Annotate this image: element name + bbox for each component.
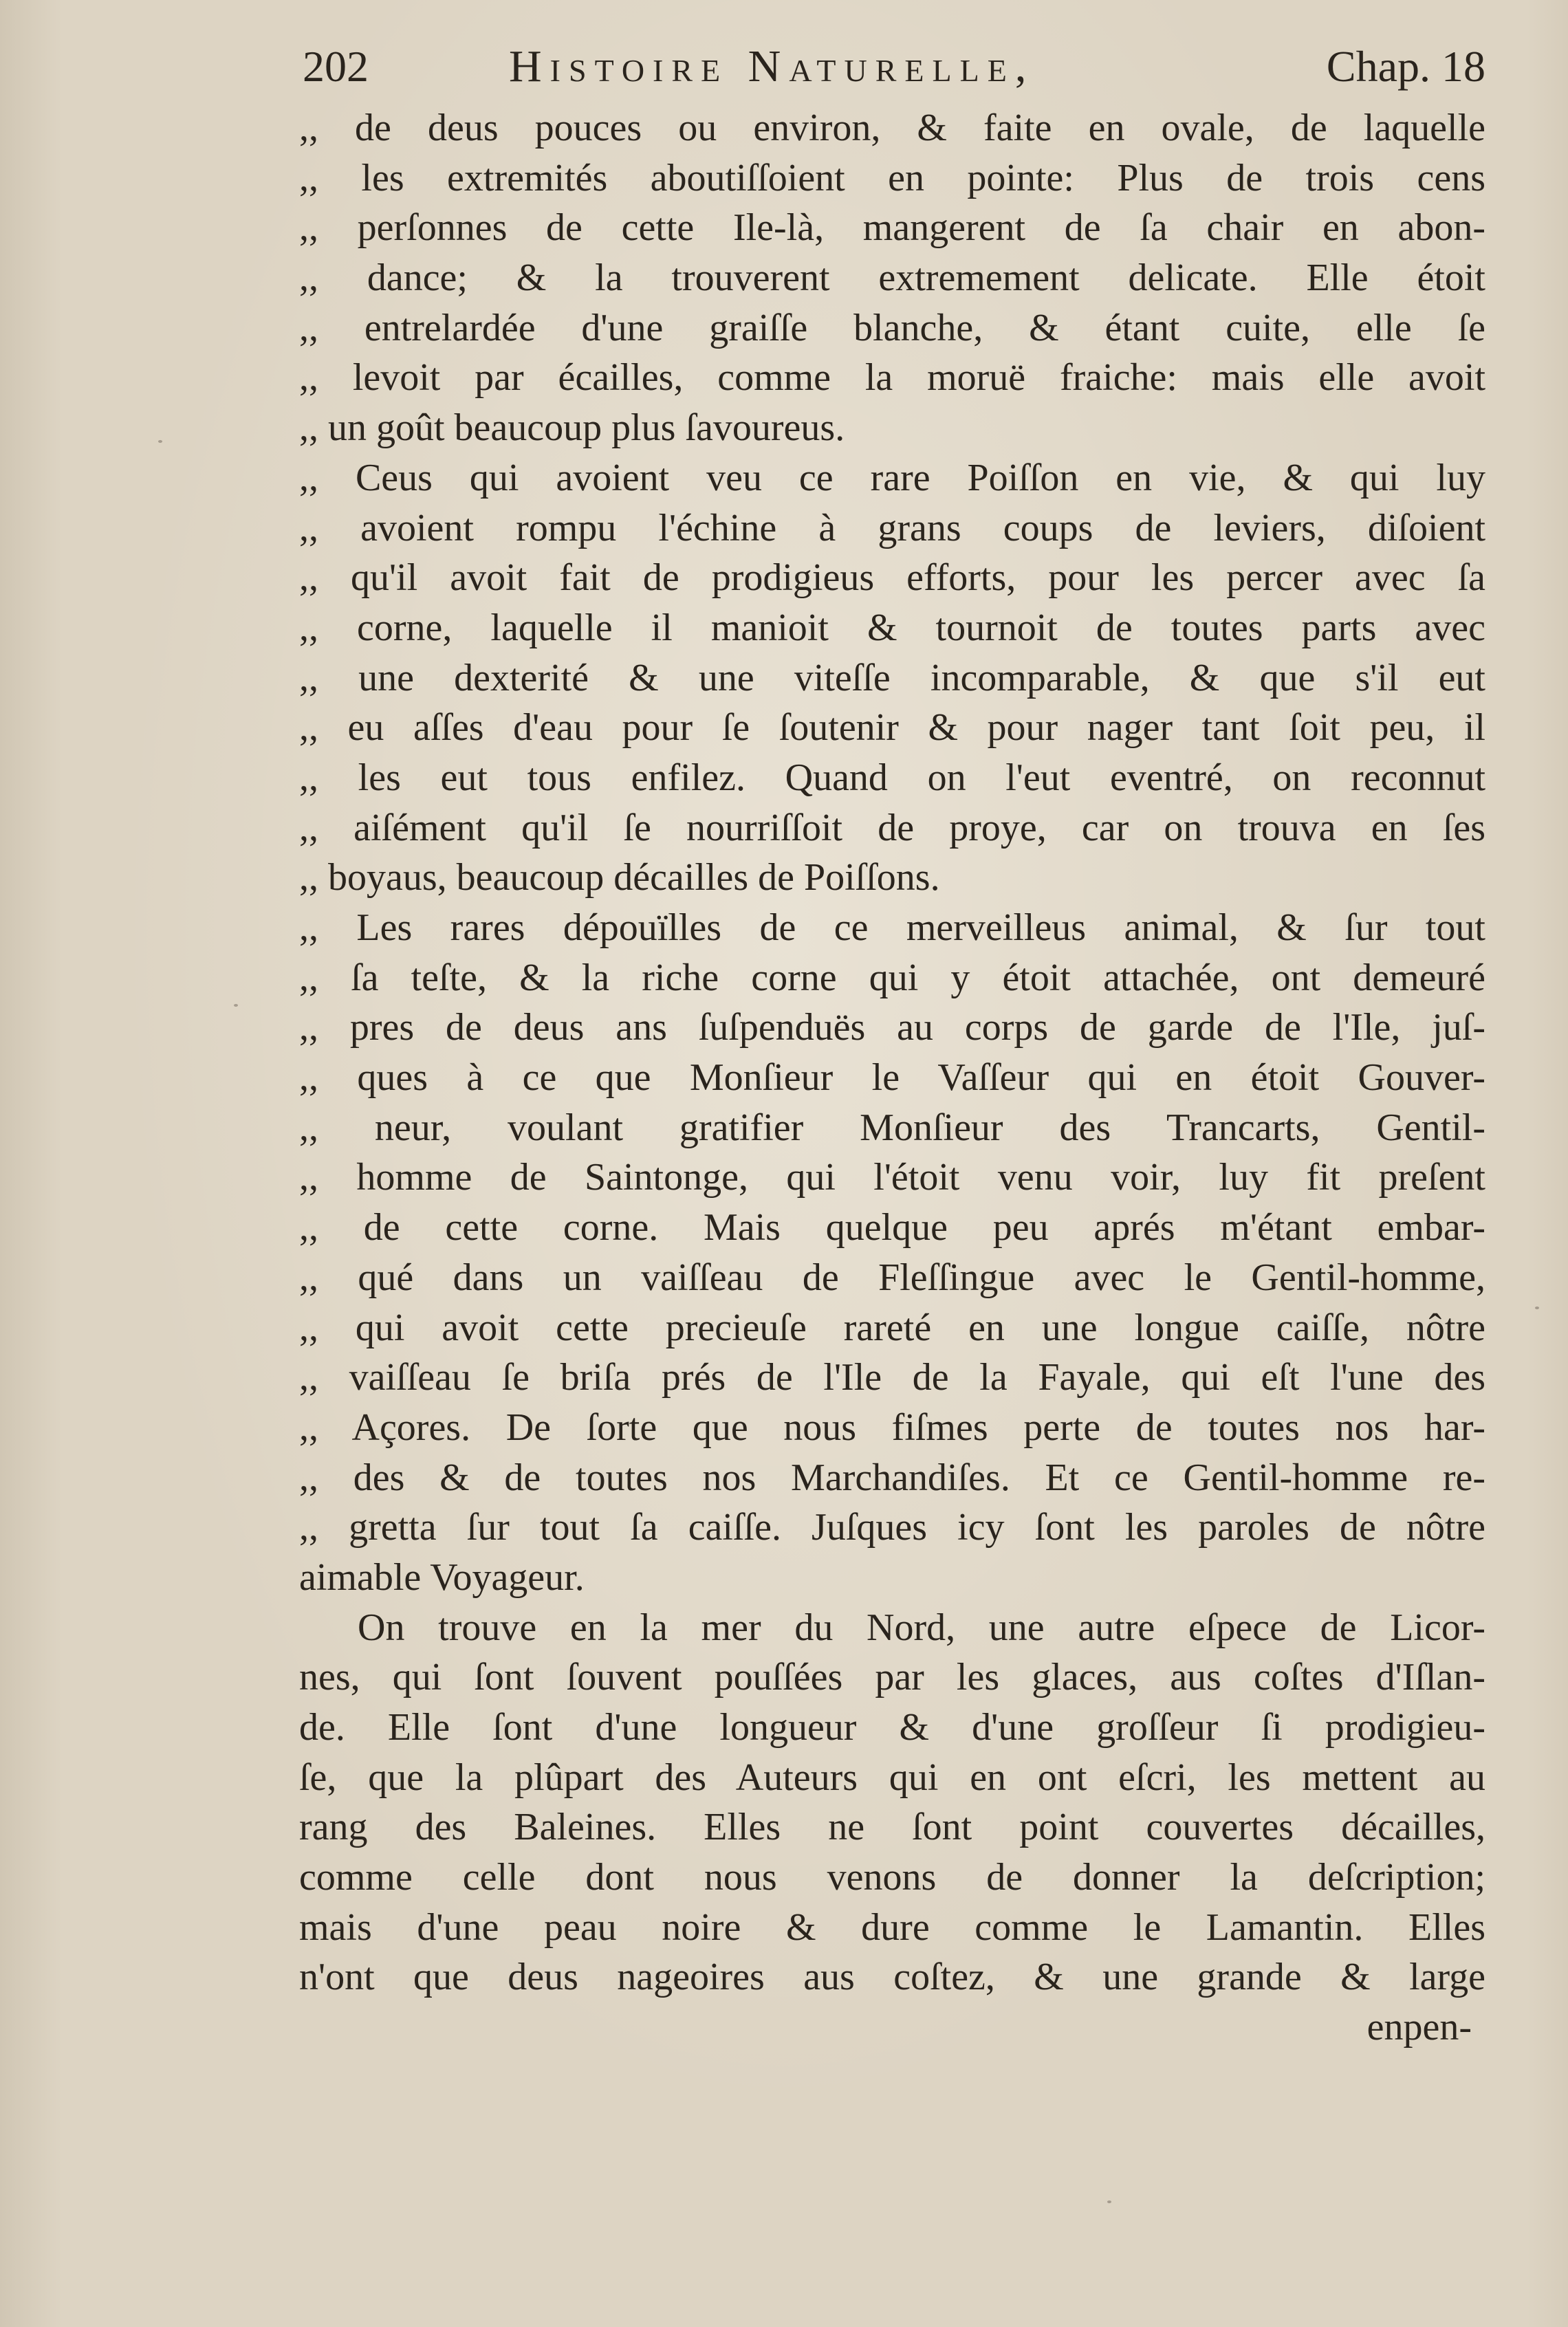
text-line: ,, entrelardée d'une graiſſe blanche, & étant cuite, elle ſe bbox=[299, 306, 1485, 349]
text-line: On trouve en la mer du Nord, une autre eſpece de Licor- bbox=[358, 1606, 1485, 1649]
text-line: mais d'une peau noire & dure comme le Lamantin. Elles bbox=[299, 1905, 1485, 1949]
text-line: ,, dance; & la trouverent extremement delicate. Elle étoit bbox=[299, 256, 1485, 300]
text-line: ,, pres de deus ans ſuſpenduës au corps de garde de l'Ile, juſ- bbox=[299, 1006, 1485, 1049]
text-line: rang des Baleines. Elles ne ſont point couvertes décailles, bbox=[299, 1806, 1485, 1849]
text-line: ,, vaiſſeau ſe briſa prés de l'Ile de la Fayale, qui eſt l'une des bbox=[299, 1356, 1485, 1399]
text-line: ,, qué dans un vaiſſeau de Fleſſingue avec le Gentil-homme, bbox=[299, 1256, 1485, 1299]
text-line: ,, de cette corne. Mais quelque peu aprés m'étant embar- bbox=[299, 1206, 1485, 1249]
text-line: ,, Ceus qui avoient veu ce rare Poiſſon en vie, & qui luy bbox=[299, 456, 1485, 499]
running-title: Histoire Naturelle, bbox=[509, 41, 1035, 91]
paper-speck bbox=[158, 440, 162, 443]
text-line: ,, perſonnes de cette Ile-là, mangerent de ſa chair en abon- bbox=[299, 206, 1485, 250]
page-number: 202 bbox=[303, 42, 369, 91]
text-line: ,, avoient rompu l'échine à grans coups de leviers, diſoient bbox=[299, 506, 1485, 549]
text-line: ,, de deus pouces ou environ, & faite en ovale, de laquelle bbox=[299, 107, 1485, 149]
text-line: n'ont que deus nageoires aus coſtez, & une grande & large bbox=[299, 1956, 1485, 1999]
text-line: nes, qui ſont ſouvent pouſſées par les glaces, aus coſtes d'Iſlan- bbox=[299, 1656, 1485, 1699]
text-line: comme celle dont nous venons de donner la deſcription; bbox=[299, 1856, 1485, 1899]
text-line: ,, qui avoit cette precieuſe rareté en une longue caiſſe, nôtre bbox=[299, 1306, 1485, 1349]
text-line: ,, gretta ſur tout ſa caiſſe. Juſques icy ſont les paroles de nôtre bbox=[299, 1506, 1485, 1549]
text-line: de. Elle ſont d'une longueur & d'une groſſeur ſi prodigieu- bbox=[299, 1706, 1485, 1749]
text-line: ,, Les rares dépouïlles de ce merveilleus animal, & ſur tout bbox=[299, 906, 1485, 949]
running-header bbox=[303, 36, 1485, 98]
text-line: ,, ques à ce que Monſieur le Vaſſeur qui en étoit Gouver- bbox=[299, 1056, 1485, 1100]
text-line: ,, ſa teſte, & la riche corne qui y étoit attachée, ont demeuré bbox=[299, 956, 1485, 999]
body-text bbox=[289, 103, 1485, 2053]
text-line: ,, corne, laquelle il manioit & tournoit de toutes parts avec bbox=[299, 606, 1485, 649]
text-line: ,, qu'il avoit fait de prodigieus efforts, pour les percer avec ſa bbox=[299, 556, 1485, 600]
text-line: ,, les extremités aboutiſſoient en pointe: Plus de trois cens bbox=[299, 156, 1485, 199]
text-line: ,, neur, voulant gratifier Monſieur des Trancarts, Gentil- bbox=[299, 1106, 1485, 1149]
paper-speck bbox=[1107, 2200, 1111, 2203]
text-line: aimable Voyageur. bbox=[299, 1555, 585, 1599]
text-line: ,, levoit par écailles, comme la moruë fraiche: mais elle avoit bbox=[299, 356, 1485, 400]
text-line: ,, homme de Saintonge, qui l'étoit venu voir, luy fit preſent bbox=[299, 1156, 1485, 1199]
text-line: ,, un goût beaucoup plus ſavoureus. bbox=[299, 406, 845, 450]
text-line: ,, Açores. De ſorte que nous fiſmes perte de toutes nos har- bbox=[299, 1406, 1485, 1449]
text-line: ,, boyaus, beaucoup décailles de Poiſſons. bbox=[299, 856, 940, 899]
text-line: ſe, que la plûpart des Auteurs qui en ont eſcri, les mettent au bbox=[299, 1756, 1485, 1799]
text-line: ,, une dexterité & une viteſſe incomparable, & que s'il eut bbox=[299, 656, 1485, 699]
catchword: enpen- bbox=[1366, 2006, 1472, 2049]
chapter-label: Chap. 18 bbox=[1326, 42, 1485, 91]
paper-speck bbox=[1535, 1307, 1539, 1309]
text-line: ,, les eut tous enfilez. Quand on l'eut eventré, on reconnut bbox=[299, 756, 1485, 799]
text-line: ,, aiſément qu'il ſe nourriſſoit de proye, car on trouva en ſes bbox=[299, 806, 1485, 849]
text-line: ,, des & de toutes nos Marchandiſes. Et ce Gentil-homme re- bbox=[299, 1456, 1485, 1499]
text-line: ,, eu aſſes d'eau pour ſe ſoutenir & pour nager tant ſoit peu, il bbox=[299, 706, 1485, 750]
paper-speck bbox=[234, 1004, 238, 1007]
